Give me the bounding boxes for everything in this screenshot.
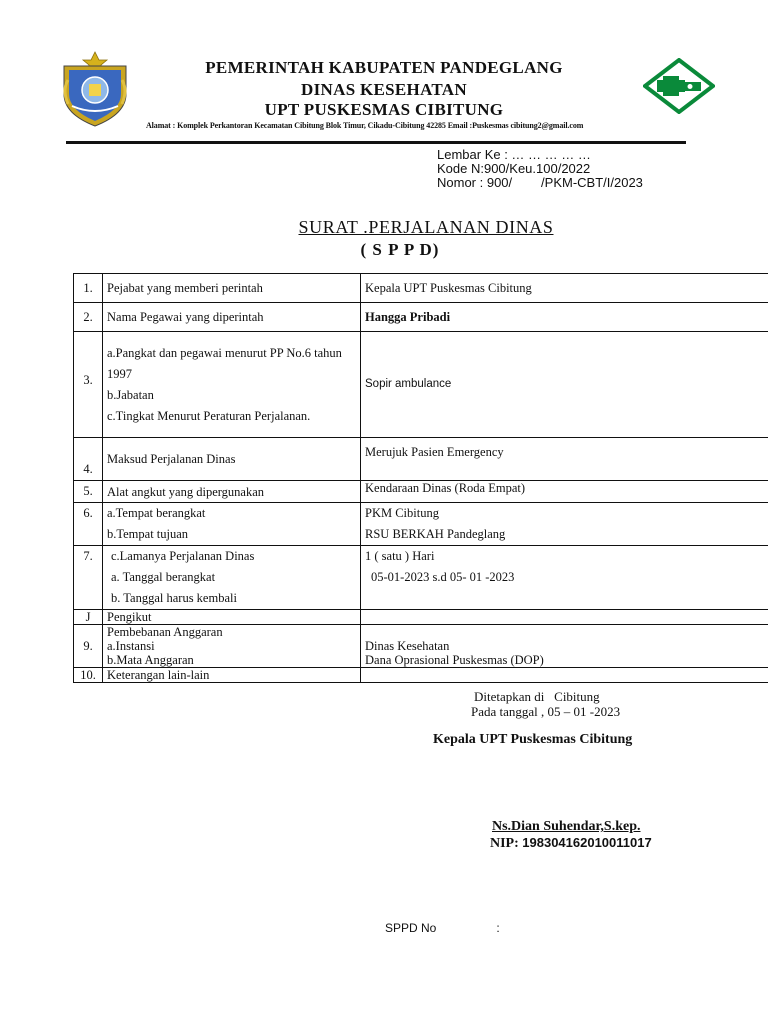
row-number: 1. xyxy=(74,274,103,303)
row-label-c: c.Lamanya Perjalanan Dinas xyxy=(111,549,255,563)
table-row xyxy=(74,546,768,610)
row-label-b: b.Mata Anggaran xyxy=(107,653,194,667)
header-office: UPT PUSKESMAS CIBITUNG xyxy=(264,100,504,119)
nip-label: NIP: xyxy=(490,836,523,851)
row-value-a: PKM Cibitung xyxy=(365,506,439,520)
row-value-b: RSU BERKAH Pandeglang xyxy=(365,527,506,541)
row-label-a: a.Tempat berangkat xyxy=(107,506,206,520)
row-number: 9. xyxy=(74,625,103,668)
table-row xyxy=(74,274,768,303)
row-number: 2. xyxy=(74,303,103,332)
table-row xyxy=(74,438,768,481)
row-label-b: b.Jabatan xyxy=(107,387,154,402)
employee-name: Hangga Pribadi xyxy=(361,303,768,332)
table-row xyxy=(74,610,768,625)
row-number: 5. xyxy=(74,481,103,503)
document-subtitle: ( S P P D) xyxy=(360,240,440,259)
row-number: 4. xyxy=(74,438,103,481)
row-label-a: a.Instansi xyxy=(107,639,155,653)
row-number: 6. xyxy=(74,503,103,546)
row-value-b: 05-01-2023 s.d 05- 01 -2023 xyxy=(371,570,515,584)
row-label-a: a. Tanggal berangkat xyxy=(111,570,216,584)
row-label: Pejabat yang memberi perintah xyxy=(103,274,361,303)
row-value xyxy=(361,610,768,625)
nip-value: 198304162010011017 xyxy=(522,835,652,850)
signer-title: Kepala UPT Puskesmas Cibitung xyxy=(433,732,633,747)
header-government: PEMERINTAH KABUPATEN PANDEGLANG xyxy=(205,58,563,77)
row-value-a: Dinas Kesehatan xyxy=(365,639,450,653)
row-label-a: a.Pangkat dan pegawai menurut PP No.6 tahun 1997 xyxy=(107,345,342,381)
sppd-table xyxy=(73,273,768,683)
row-number: 3. xyxy=(74,332,103,438)
sppd-number: SPPD No : xyxy=(385,921,500,935)
row-label-c: c.Tingkat Menurut Peraturan Perjalanan. xyxy=(107,408,311,423)
row-label: Keterangan lain-lain xyxy=(103,668,361,683)
reference-lembar: Lembar Ke : … … … … … xyxy=(437,147,591,162)
signer-nip xyxy=(490,835,652,852)
header-department: DINAS KESEHATAN xyxy=(301,80,467,99)
row-value: Kepala UPT Puskesmas Cibitung xyxy=(361,274,768,303)
row-value: Merujuk Pasien Emergency xyxy=(361,438,768,481)
row-number: J xyxy=(74,610,103,625)
reference-nomor: Nomor : 900/ /PKM-CBT/I/2023 xyxy=(437,175,643,190)
row-label: Alat angkut yang dipergunakan xyxy=(103,481,361,503)
row-label-head: Pembebanan Anggaran xyxy=(107,625,223,639)
reference-kode: Kode N:900/Keu.100/2022 xyxy=(437,161,591,176)
row-label: Nama Pegawai yang diperintah xyxy=(103,303,361,332)
row-value xyxy=(361,668,768,683)
set-place: Ditetapkan di Cibitung xyxy=(474,689,600,704)
header-divider xyxy=(66,141,686,144)
row-value-b: Dana Oprasional Puskesmas (DOP) xyxy=(365,653,544,667)
row-value-a: 1 ( satu ) Hari xyxy=(365,549,435,563)
row-label: Maksud Perjalanan Dinas xyxy=(103,438,361,481)
set-date: Pada tanggal , 05 – 01 -2023 xyxy=(471,704,621,719)
row-label: Pengikut xyxy=(103,610,361,625)
row-value: Sopir ambulance xyxy=(361,332,768,438)
table-row xyxy=(74,332,768,438)
table-row xyxy=(74,303,768,332)
signer-name: Ns.Dian Suhendar,S.kep. xyxy=(492,819,641,834)
document-title: SURAT .PERJALANAN DINAS xyxy=(298,217,554,237)
header-address: Alamat : Komplek Perkantoran Kecamatan Cibitung Blok Timur, Cikadu-Cibitung 42285 Email :Puskesmas cibitung2@gmail.com xyxy=(146,121,584,130)
table-row xyxy=(74,481,768,503)
row-label-b: b.Tempat tujuan xyxy=(107,527,189,541)
row-label-b: b. Tanggal harus kembali xyxy=(111,591,237,605)
table-row xyxy=(74,668,768,683)
table-row xyxy=(74,503,768,546)
table-row xyxy=(74,625,768,668)
row-value: Kendaraan Dinas (Roda Empat) xyxy=(361,481,768,503)
row-number: 7. xyxy=(74,546,103,610)
row-number: 10. xyxy=(74,668,103,683)
